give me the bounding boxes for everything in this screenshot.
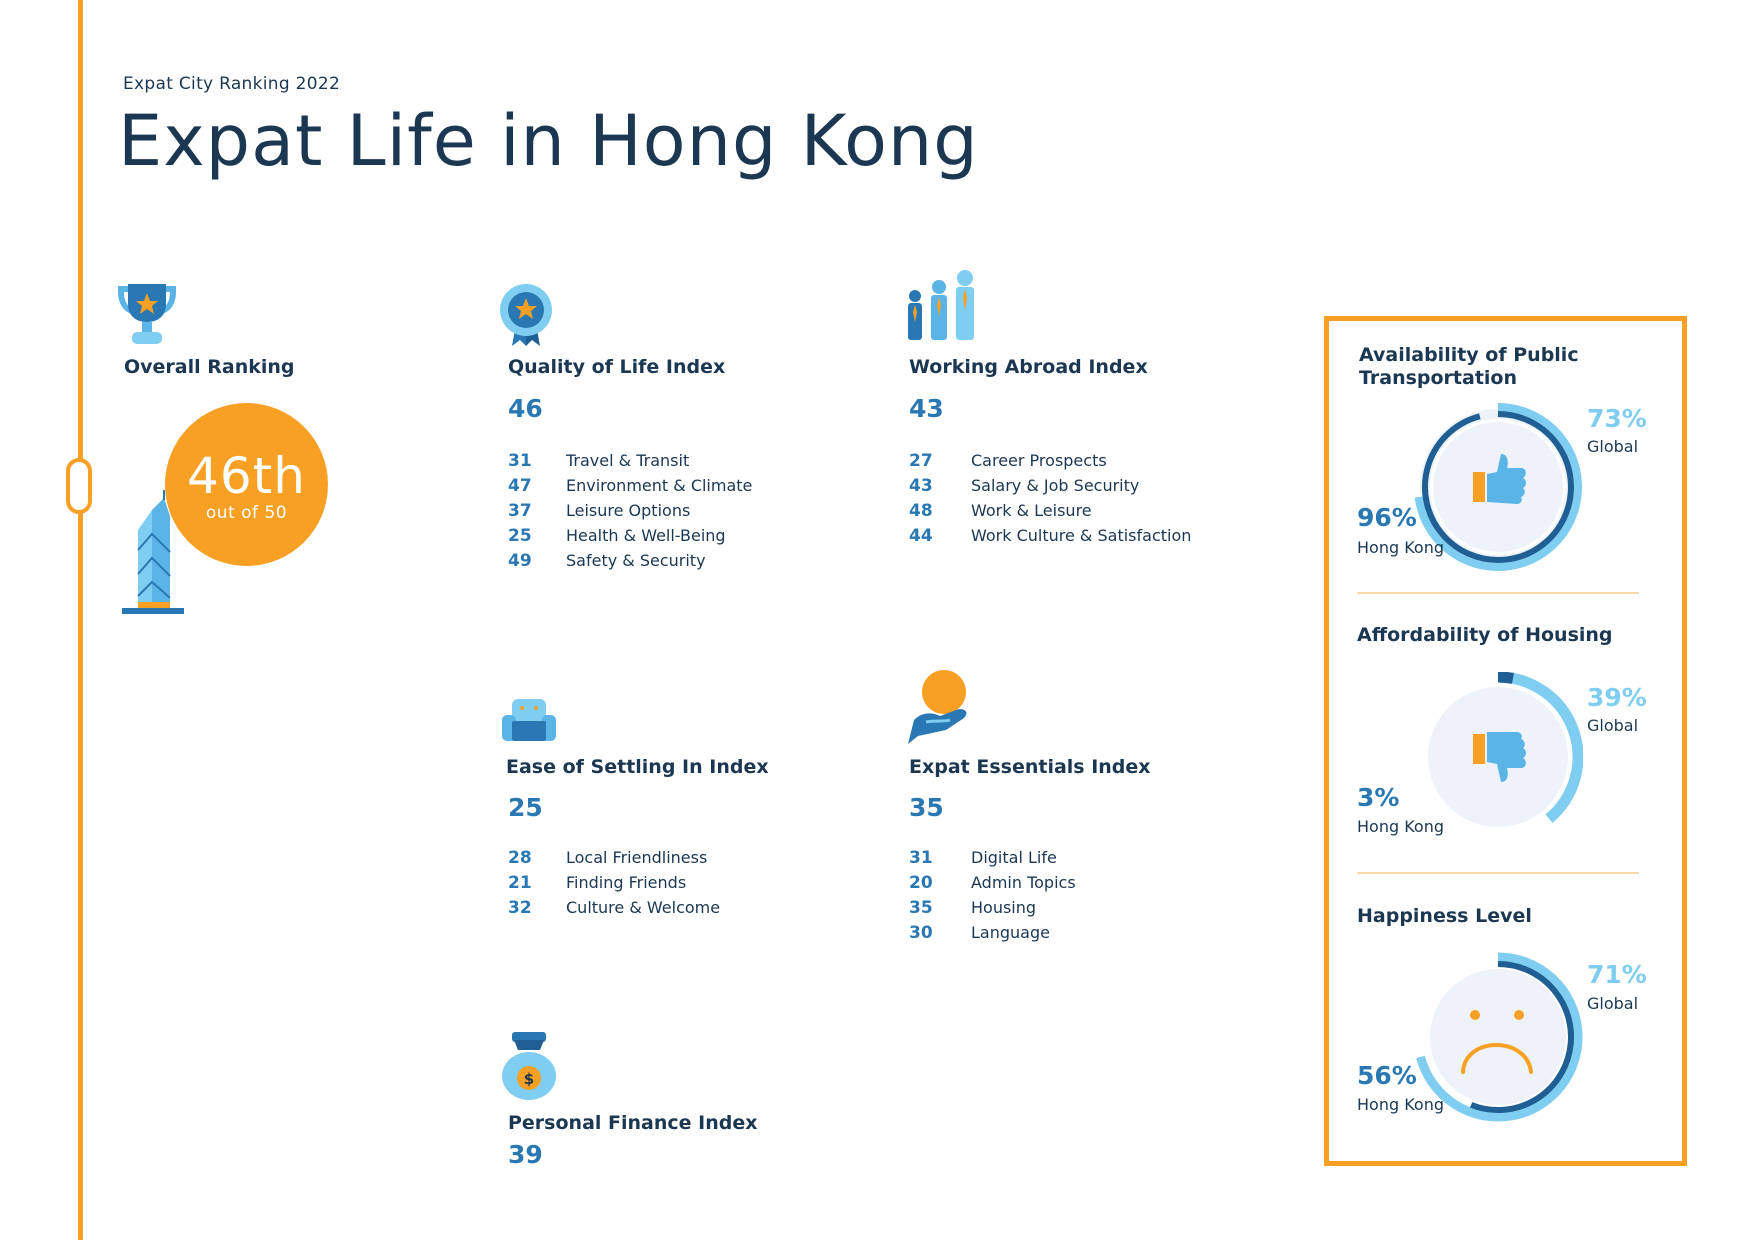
transport-hk-label: Hong Kong: [1357, 538, 1444, 557]
list-item: 28 Local Friendliness: [508, 847, 708, 868]
list-item: 43 Salary & Job Security: [909, 475, 1140, 496]
happiness-global-pct: 71%: [1587, 960, 1647, 989]
list-item: 35 Housing: [909, 897, 1037, 918]
working-abroad-score: 43: [909, 394, 944, 423]
list-item: 32 Culture & Welcome: [508, 897, 721, 918]
happiness-title: Happiness Level: [1357, 905, 1532, 927]
list-item: 44 Work Culture & Satisfaction: [909, 525, 1192, 546]
ease-of-settling-title: Ease of Settling In Index: [506, 756, 769, 778]
housing-title: Affordability of Housing: [1357, 624, 1613, 646]
transport-global-pct: 73%: [1587, 404, 1647, 433]
medal-icon: [498, 284, 554, 348]
list-item: 31 Travel & Transit: [508, 450, 690, 471]
working-abroad-list: [909, 448, 1191, 548]
working-abroad-title: Working Abroad Index: [909, 356, 1148, 378]
report-eyebrow: Expat City Ranking 2022: [123, 74, 341, 94]
timeline-bar: [78, 0, 83, 1240]
transport-hk-pct: 96%: [1357, 503, 1417, 532]
armchair-icon: [502, 697, 556, 745]
trophy-icon: [114, 282, 180, 348]
list-item: 49 Safety & Security: [508, 550, 706, 571]
overall-rank-out-of: out of 50: [205, 503, 288, 523]
happiness-hk-pct: 56%: [1357, 1061, 1417, 1090]
personal-finance-title: Personal Finance Index: [508, 1112, 758, 1134]
list-item: 47 Environment & Climate: [508, 475, 753, 496]
svg-text:$: $: [523, 1070, 535, 1088]
quality-of-life-list: [508, 448, 752, 573]
quality-of-life-title: Quality of Life Index: [508, 356, 726, 378]
list-item: 30 Language: [909, 922, 1050, 943]
housing-hk-label: Hong Kong: [1357, 817, 1444, 836]
overall-rank-badge: [165, 403, 328, 566]
ease-of-settling-list: [508, 845, 720, 920]
list-item: 21 Finding Friends: [508, 872, 687, 893]
hand-holding-coin-icon: [904, 670, 974, 744]
list-item: 37 Leisure Options: [508, 500, 691, 521]
money-bag-icon: [500, 1032, 558, 1100]
personal-finance-score: 39: [508, 1140, 543, 1169]
ease-of-settling-score: 25: [508, 793, 543, 822]
transport-global-label: Global: [1587, 437, 1639, 456]
list-item: 48 Work & Leisure: [909, 500, 1092, 521]
housing-global-label: Global: [1587, 716, 1639, 735]
happiness-global-label: Global: [1587, 994, 1639, 1013]
housing-global-pct: 39%: [1587, 683, 1647, 712]
panel-divider: [1357, 872, 1639, 874]
expat-essentials-list: [909, 845, 1076, 945]
housing-hk-arc: [1498, 677, 1513, 678]
quality-of-life-score: 46: [508, 394, 543, 423]
housing-hk-pct: 3%: [1357, 783, 1400, 812]
panel-divider: [1357, 592, 1639, 594]
list-item: 31 Digital Life: [909, 847, 1057, 868]
expat-essentials-title: Expat Essentials Index: [909, 756, 1151, 778]
happiness-hk-label: Hong Kong: [1357, 1095, 1444, 1114]
list-item: 27 Career Prospects: [909, 450, 1107, 471]
overall-rank-value: 46th: [187, 447, 306, 505]
overall-ranking-title: Overall Ranking: [124, 356, 295, 378]
timeline-marker: [66, 458, 92, 514]
workers-icon: [906, 270, 980, 340]
transport-title: Availability of Public Transportation: [1359, 344, 1579, 389]
page-title: Expat Life in Hong Kong: [118, 100, 979, 182]
list-item: 25 Health & Well-Being: [508, 525, 726, 546]
expat-essentials-score: 35: [909, 793, 944, 822]
list-item: 20 Admin Topics: [909, 872, 1076, 893]
